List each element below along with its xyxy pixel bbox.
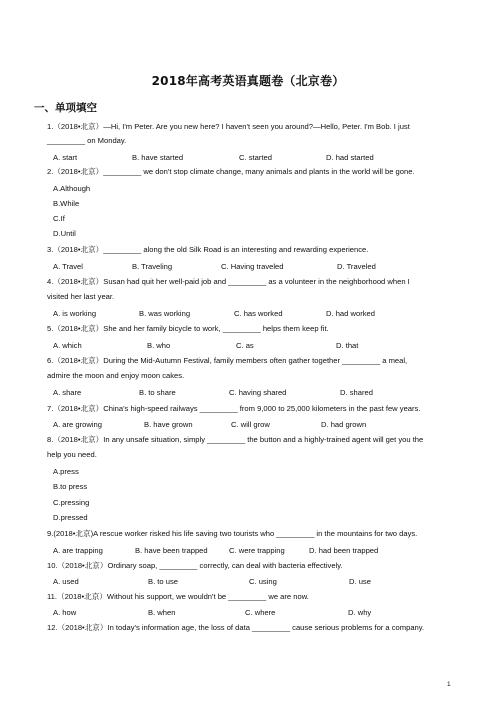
- option: B. to use: [148, 577, 178, 586]
- option: A. are trapping: [53, 546, 103, 555]
- option: B. Traveling: [132, 262, 173, 271]
- option: C. where: [245, 608, 276, 617]
- option: B. to share: [139, 388, 176, 397]
- question-10-text: 10.（2018•北京）Ordinary soap, _________ correctly, can deal with bacteria effectively.: [47, 561, 343, 570]
- option: D. had grown: [321, 420, 367, 429]
- question-11-text: 11.（2018•北京）Without his support, we wouldn't be _________ we are now.: [47, 592, 309, 601]
- option: C.pressing: [53, 498, 90, 507]
- option: C. were trapping: [229, 546, 285, 555]
- question-4-text: 4.（2018•北京）Susan had quit her well-paid job and _________ as a volunteer in the neighborhood when I: [47, 277, 410, 286]
- question-4-text-cont: visited her last year.: [47, 292, 115, 301]
- page-number: 1: [447, 681, 451, 688]
- option: B.to press: [53, 482, 88, 491]
- option: C. has worked: [234, 309, 283, 318]
- question-5-text: 5.（2018•北京）She and her family bicycle to work, _________ helps them keep fit.: [47, 324, 329, 333]
- question-1-text-cont: _________ on Monday.: [47, 136, 127, 145]
- question-6-text: 6.（2018•北京）During the Mid-Autumn Festival, family members often gather together _________ a meal,: [47, 356, 408, 365]
- option: A. share: [53, 388, 82, 397]
- option: C. Having traveled: [221, 262, 284, 271]
- option: D. had worked: [326, 309, 375, 318]
- option: B. have grown: [144, 420, 193, 429]
- option: D. use: [349, 577, 371, 586]
- option: B. who: [147, 341, 171, 350]
- option: A.press: [53, 467, 79, 476]
- question-12-text: 12.（2018•北京）In today's information age, the loss of data _________ cause serious problems for a company.: [47, 623, 425, 632]
- option: B. was working: [139, 309, 191, 318]
- option: C.If: [53, 214, 65, 223]
- section-heading: 一、单项填空: [34, 102, 97, 114]
- option: C. having shared: [229, 388, 287, 397]
- option: C. started: [239, 153, 272, 162]
- option: A. how: [53, 608, 77, 617]
- question-6-text-cont: admire the moon and enjoy moon cakes.: [47, 371, 185, 380]
- option: D. Traveled: [337, 262, 376, 271]
- option: D. had started: [326, 153, 374, 162]
- option: A. are growing: [53, 420, 102, 429]
- option: D. why: [348, 608, 372, 617]
- option: B. have been trapped: [135, 546, 208, 555]
- option: C. using: [249, 577, 277, 586]
- page-title: 2018年高考英语真题卷（北京卷）: [151, 74, 345, 88]
- option: B.While: [53, 199, 80, 208]
- option: D. shared: [340, 388, 373, 397]
- question-3-text: 3.（2018•北京）_________ along the old Silk Road is an interesting and rewarding experience.: [47, 245, 369, 254]
- option: A. start: [53, 153, 78, 162]
- question-9-text: 9.(2018•北京)A rescue worker risked his life saving two tourists who _________ in the mountains for two days.: [47, 529, 418, 538]
- question-2-text: 2.（2018•北京）_________ we don't stop climate change, many animals and plants in the world will be gone.: [47, 167, 415, 176]
- question-8-text-cont: help you need.: [47, 450, 97, 459]
- option: A. used: [53, 577, 79, 586]
- option: C. as: [236, 341, 254, 350]
- option: B. when: [148, 608, 176, 617]
- option: C. will grow: [231, 420, 270, 429]
- option: A.Although: [53, 184, 91, 193]
- option: A. is working: [53, 309, 97, 318]
- option: A. Travel: [53, 262, 83, 271]
- question-8-text: 8.（2018•北京）In any unsafe situation, simply _________ the button and a highly-trained agent will get you the: [47, 435, 424, 444]
- option: B. have started: [132, 153, 184, 162]
- option: D.Until: [53, 229, 76, 238]
- question-1-text: 1.（2018•北京）—Hi, I'm Peter. Are you new here? I haven't seen you around?—Hello, Peter. I'm Bob. I just: [47, 122, 410, 131]
- option: A. which: [53, 341, 82, 350]
- option: D.pressed: [53, 513, 88, 522]
- question-7-text: 7.（2018•北京）China's high-speed railways _________ from 9,000 to 25,000 kilometers in the past few years.: [47, 404, 421, 413]
- option: D. that: [336, 341, 359, 350]
- option: D. had been trapped: [309, 546, 379, 555]
